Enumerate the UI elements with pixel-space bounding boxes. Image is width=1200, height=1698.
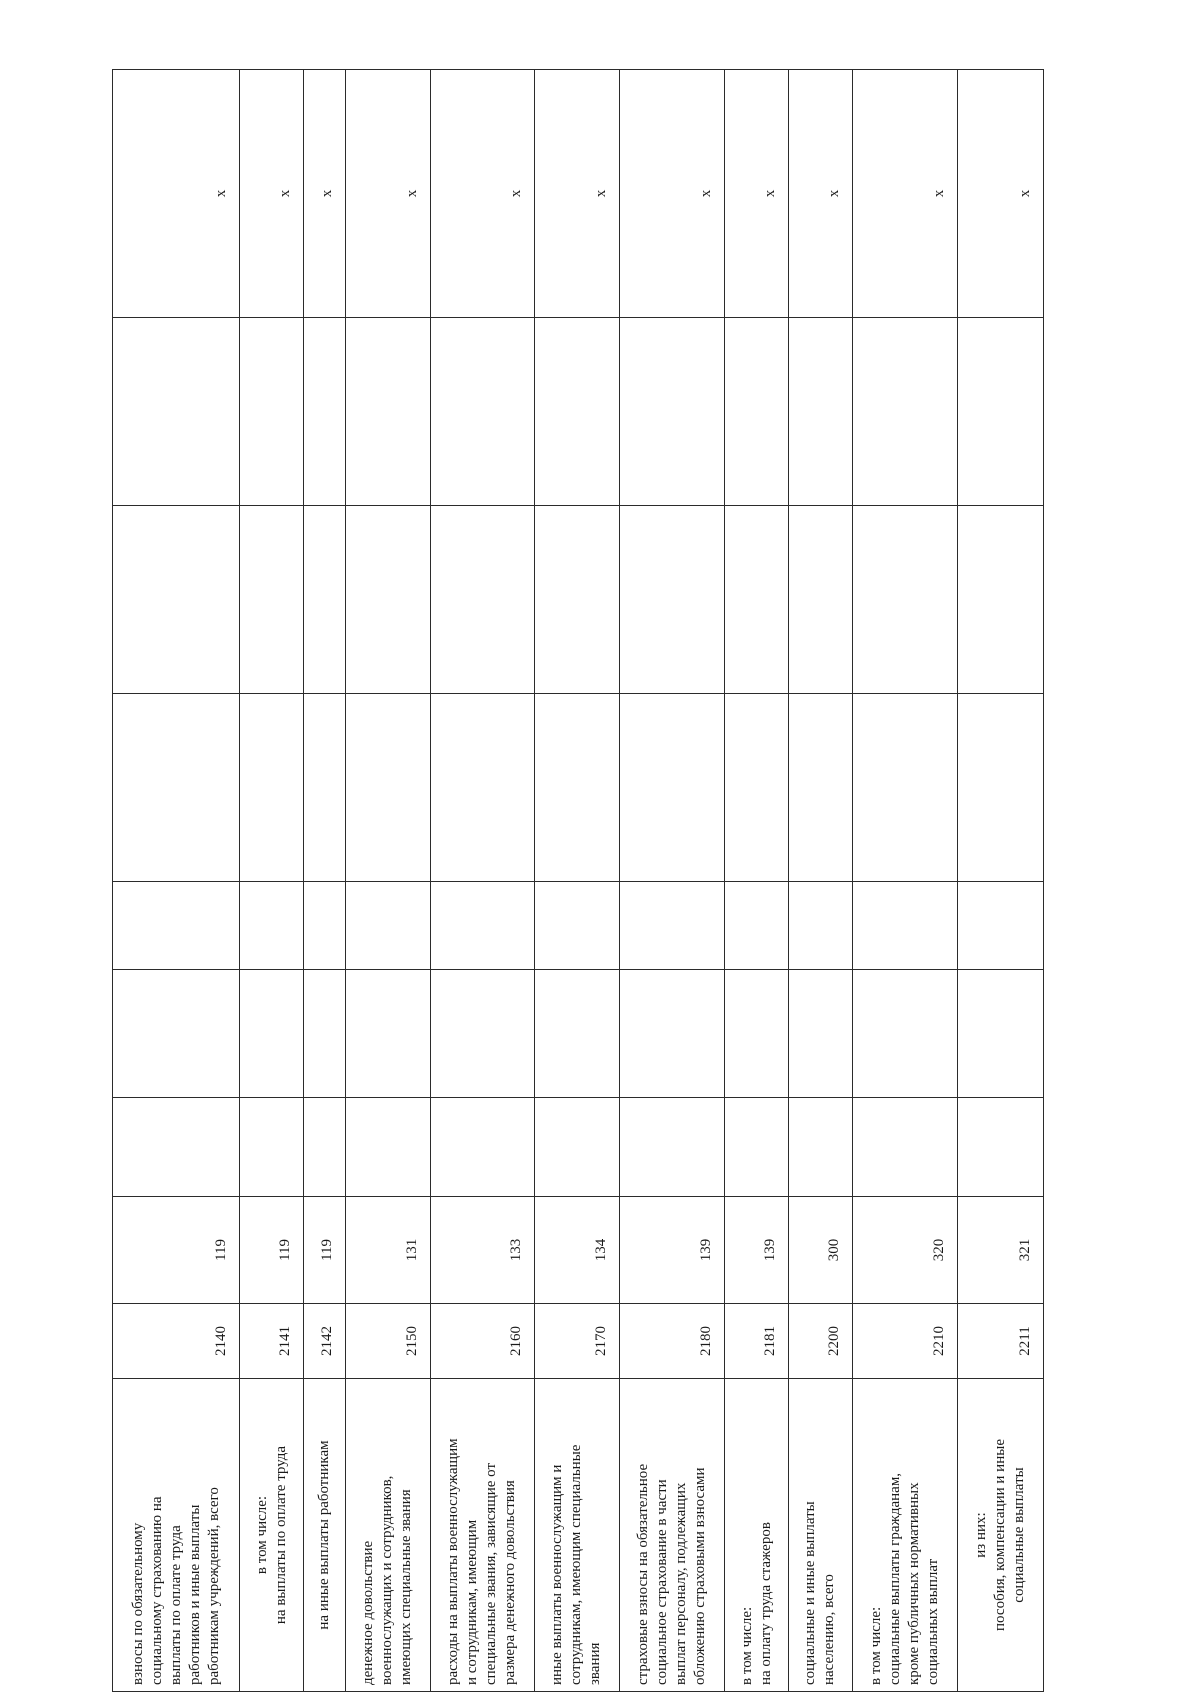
table-row — [789, 70, 852, 1692]
empty-value-cell — [430, 1098, 534, 1197]
row-name-line: на иные выплаты работникам — [316, 1440, 333, 1630]
empty-value-cell — [725, 318, 789, 506]
row-mark-cell: x — [534, 70, 619, 318]
row-name-line: сотрудникам, имеющим специальные — [568, 1444, 585, 1685]
budget-table — [112, 69, 1044, 1692]
row-name-line: страховые взносы на обязательное — [635, 1463, 652, 1685]
row-code-cell: 2141 — [240, 1304, 304, 1379]
row-name-line: выплаты по оплате труда — [167, 1525, 184, 1685]
empty-value-cell — [534, 882, 619, 970]
table-row — [619, 70, 724, 1692]
rotated-report-page — [112, 70, 1044, 1692]
row-mark-cell: x — [958, 70, 1044, 318]
row-mark-cell: x — [240, 70, 304, 318]
empty-value-cell — [113, 882, 240, 970]
empty-value-cell — [345, 694, 430, 882]
empty-value-cell — [113, 970, 240, 1098]
row-name-cell — [240, 1379, 304, 1692]
empty-value-cell — [113, 318, 240, 506]
empty-value-cell — [113, 1098, 240, 1197]
row-name-cell — [304, 1379, 345, 1692]
empty-value-cell — [534, 694, 619, 882]
empty-value-cell — [430, 318, 534, 506]
row-code-cell: 2181 — [725, 1304, 789, 1379]
empty-value-cell — [725, 694, 789, 882]
table-row — [430, 70, 534, 1692]
empty-value-cell — [304, 970, 345, 1098]
row-mark-cell: x — [430, 70, 534, 318]
row-name-line: выплат персоналу, подлежащих — [673, 1482, 690, 1685]
row-kosgu-cell: 119 — [113, 1197, 240, 1304]
row-name-cell — [725, 1379, 789, 1692]
row-mark-cell: x — [725, 70, 789, 318]
empty-value-cell — [240, 694, 304, 882]
empty-value-cell — [240, 506, 304, 694]
row-name-line: социальному страхованию на — [148, 1496, 165, 1685]
empty-value-cell — [789, 694, 852, 882]
empty-value-cell — [240, 1098, 304, 1197]
row-name-line: военнослужащих и сотрудников, — [379, 1475, 396, 1685]
row-name-line: на оплату труда стажеров — [757, 1522, 774, 1685]
row-name-cell — [113, 1379, 240, 1692]
row-kosgu-cell: 139 — [725, 1197, 789, 1304]
row-name-line: взносы по обязательному — [129, 1522, 146, 1685]
empty-value-cell — [345, 1098, 430, 1197]
row-mark-cell: x — [619, 70, 724, 318]
empty-value-cell — [619, 506, 724, 694]
row-kosgu-cell: 133 — [430, 1197, 534, 1304]
empty-value-cell — [958, 694, 1044, 882]
empty-value-cell — [958, 318, 1044, 506]
row-name-line: звания — [587, 1642, 604, 1685]
empty-value-cell — [619, 694, 724, 882]
row-name-line: социальных выплат — [924, 1558, 941, 1685]
row-name-line: в том числе: — [738, 1606, 755, 1685]
empty-value-cell — [619, 882, 724, 970]
row-name-cell — [958, 1379, 1044, 1692]
empty-value-cell — [619, 970, 724, 1098]
empty-value-cell — [619, 1098, 724, 1197]
empty-value-cell — [304, 1098, 345, 1197]
row-mark-cell: x — [852, 70, 957, 318]
row-name-line: работникам учреждений, всего — [205, 1487, 222, 1685]
row-name-line: денежное довольствие — [360, 1540, 377, 1685]
row-name-cell — [852, 1379, 957, 1692]
row-name-line: социальные выплаты гражданам, — [886, 1472, 903, 1685]
row-mark-cell: x — [113, 70, 240, 318]
table-row — [725, 70, 789, 1692]
row-kosgu-cell: 321 — [958, 1197, 1044, 1304]
row-name-line: специальные звания, зависящие от — [483, 1462, 500, 1685]
empty-value-cell — [113, 694, 240, 882]
empty-value-cell — [958, 1098, 1044, 1197]
empty-value-cell — [958, 882, 1044, 970]
row-name-cell — [345, 1379, 430, 1692]
row-name-line: социальное страхование в части — [654, 1479, 671, 1685]
row-name-line: социальные выплаты — [1011, 1467, 1027, 1603]
empty-value-cell — [789, 318, 852, 506]
row-code-cell: 2211 — [958, 1304, 1044, 1379]
row-kosgu-cell: 320 — [852, 1197, 957, 1304]
empty-value-cell — [345, 882, 430, 970]
row-kosgu-cell: 119 — [240, 1197, 304, 1304]
empty-value-cell — [725, 1098, 789, 1197]
table-row — [113, 70, 240, 1692]
row-code-cell: 2150 — [345, 1304, 430, 1379]
empty-value-cell — [240, 318, 304, 506]
row-name-cell — [430, 1379, 534, 1692]
empty-value-cell — [430, 694, 534, 882]
empty-value-cell — [304, 694, 345, 882]
empty-value-cell — [619, 318, 724, 506]
row-kosgu-cell: 134 — [534, 1197, 619, 1304]
empty-value-cell — [852, 1098, 957, 1197]
table-row — [304, 70, 345, 1692]
row-name-line: расходы на выплаты военнослужащим — [445, 1438, 462, 1685]
empty-value-cell — [852, 694, 957, 882]
row-kosgu-cell: 131 — [345, 1197, 430, 1304]
empty-value-cell — [534, 506, 619, 694]
empty-value-cell — [958, 506, 1044, 694]
empty-value-cell — [852, 970, 957, 1098]
empty-value-cell — [725, 970, 789, 1098]
row-kosgu-cell: 300 — [789, 1197, 852, 1304]
empty-value-cell — [345, 318, 430, 506]
row-name-cell — [534, 1379, 619, 1692]
row-name-line: иные выплаты военнослужащим и — [549, 1464, 566, 1685]
table-body — [113, 70, 1044, 1692]
empty-value-cell — [430, 882, 534, 970]
empty-value-cell — [240, 970, 304, 1098]
row-name-cell — [619, 1379, 724, 1692]
empty-value-cell — [789, 882, 852, 970]
row-name-line: из них: — [973, 1512, 989, 1558]
row-name-line: размера денежного довольствия — [502, 1480, 519, 1685]
row-name-line: социальные и иные выплаты — [802, 1501, 819, 1685]
row-mark-cell: x — [304, 70, 345, 318]
table-row — [852, 70, 957, 1692]
row-code-cell: 2160 — [430, 1304, 534, 1379]
empty-value-cell — [725, 506, 789, 694]
table-row — [958, 70, 1044, 1692]
table-row — [240, 70, 304, 1692]
empty-value-cell — [852, 882, 957, 970]
empty-value-cell — [304, 318, 345, 506]
row-code-cell: 2210 — [852, 1304, 957, 1379]
row-kosgu-cell: 119 — [304, 1197, 345, 1304]
row-name-line: обложению страховыми взносами — [692, 1467, 709, 1685]
empty-value-cell — [304, 506, 345, 694]
empty-value-cell — [852, 318, 957, 506]
empty-value-cell — [534, 970, 619, 1098]
empty-value-cell — [958, 970, 1044, 1098]
empty-value-cell — [789, 970, 852, 1098]
row-code-cell: 2180 — [619, 1304, 724, 1379]
empty-value-cell — [789, 506, 852, 694]
row-name-line: и сотрудникам, имеющим — [464, 1519, 481, 1685]
empty-value-cell — [240, 882, 304, 970]
empty-value-cell — [852, 506, 957, 694]
row-name-line: работников и иные выплаты — [186, 1504, 203, 1685]
table-row — [534, 70, 619, 1692]
empty-value-cell — [345, 506, 430, 694]
row-code-cell: 2140 — [113, 1304, 240, 1379]
row-name-line: пособия, компенсации и иные — [992, 1439, 1008, 1631]
row-name-line: кроме публичных нормативных — [905, 1482, 922, 1685]
row-name-line: имеющих специальные звания — [398, 1489, 415, 1685]
empty-value-cell — [113, 506, 240, 694]
empty-value-cell — [345, 970, 430, 1098]
row-kosgu-cell: 139 — [619, 1197, 724, 1304]
empty-value-cell — [430, 506, 534, 694]
empty-value-cell — [304, 882, 345, 970]
row-name-line: в том числе: — [253, 1495, 270, 1575]
row-code-cell: 2142 — [304, 1304, 345, 1379]
row-mark-cell: x — [789, 70, 852, 318]
row-mark-cell: x — [345, 70, 430, 318]
empty-value-cell — [430, 970, 534, 1098]
empty-value-cell — [534, 1098, 619, 1197]
row-name-cell — [789, 1379, 852, 1692]
empty-value-cell — [725, 882, 789, 970]
empty-value-cell — [534, 318, 619, 506]
row-name-line: в том числе: — [867, 1606, 884, 1685]
row-code-cell: 2200 — [789, 1304, 852, 1379]
empty-value-cell — [789, 1098, 852, 1197]
row-name-line: населению, всего — [821, 1574, 838, 1685]
row-code-cell: 2170 — [534, 1304, 619, 1379]
table-row — [345, 70, 430, 1692]
row-name-line: на выплаты по оплате труда — [272, 1445, 289, 1625]
